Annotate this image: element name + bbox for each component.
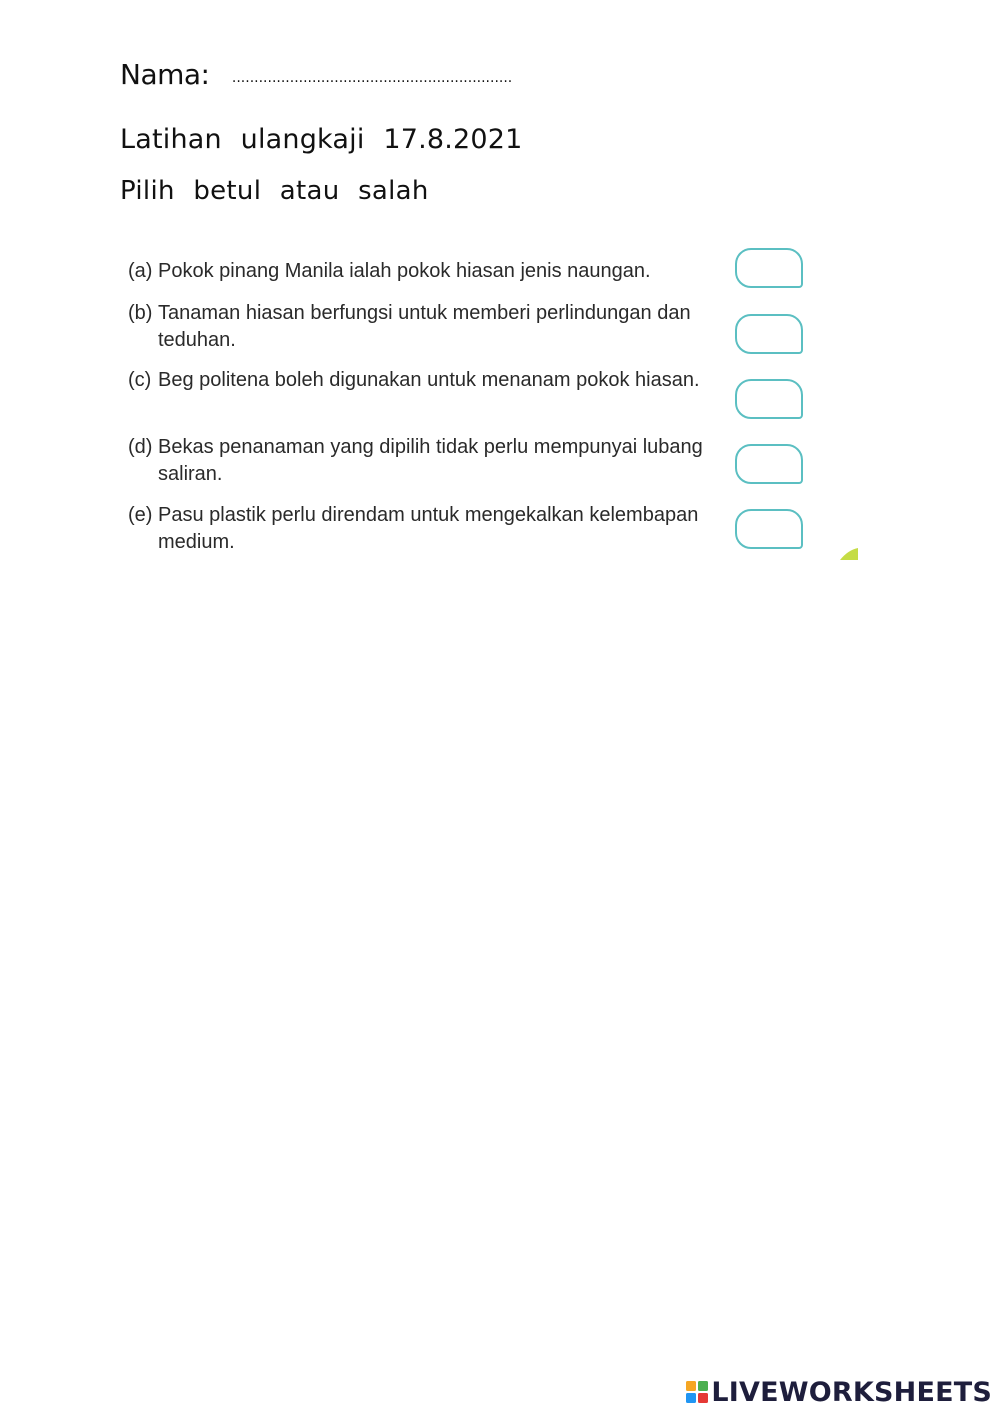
liveworksheets-logo-icon xyxy=(685,1380,709,1404)
name-row xyxy=(120,58,512,91)
instruction-text: Pilih betul atau salah xyxy=(120,176,429,206)
question-letter: (d) xyxy=(128,436,153,458)
answer-box-d[interactable] xyxy=(735,444,803,484)
question-item xyxy=(128,258,708,285)
question-letter: (e) xyxy=(128,504,153,526)
question-text: Tanaman hiasan berfungsi untuk memberi perlindungan dan teduhan. xyxy=(158,302,691,351)
answer-box-a[interactable] xyxy=(735,248,803,288)
question-text: Pokok pinang Manila ialah pokok hiasan jenis naungan. xyxy=(158,260,651,282)
answer-box-b[interactable] xyxy=(735,314,803,354)
question-item xyxy=(128,434,708,488)
leaf-decoration-icon xyxy=(838,548,860,560)
question-text: Beg politena boleh digunakan untuk menanam pokok hiasan. xyxy=(158,369,700,391)
liveworksheets-brand xyxy=(685,1377,992,1407)
question-text: Bekas penanaman yang dipilih tidak perlu mempunyai lubang saliran. xyxy=(158,436,703,485)
question-letter: (c) xyxy=(128,369,152,391)
question-item xyxy=(128,502,708,556)
question-letter: (a) xyxy=(128,260,153,282)
worksheet-title: Latihan ulangkaji 17.8.2021 xyxy=(120,124,523,155)
name-label: Nama: xyxy=(120,58,210,91)
brand-name: LIVEWORKSHEETS xyxy=(711,1376,992,1408)
answer-box-e[interactable] xyxy=(735,509,803,549)
name-blank-line: ............................................................... xyxy=(231,70,513,86)
question-item xyxy=(128,300,708,354)
question-item xyxy=(128,367,708,394)
question-letter: (b) xyxy=(128,302,153,324)
answer-box-c[interactable] xyxy=(735,379,803,419)
question-text: Pasu plastik perlu direndam untuk mengekalkan kelembapan medium. xyxy=(158,504,699,553)
